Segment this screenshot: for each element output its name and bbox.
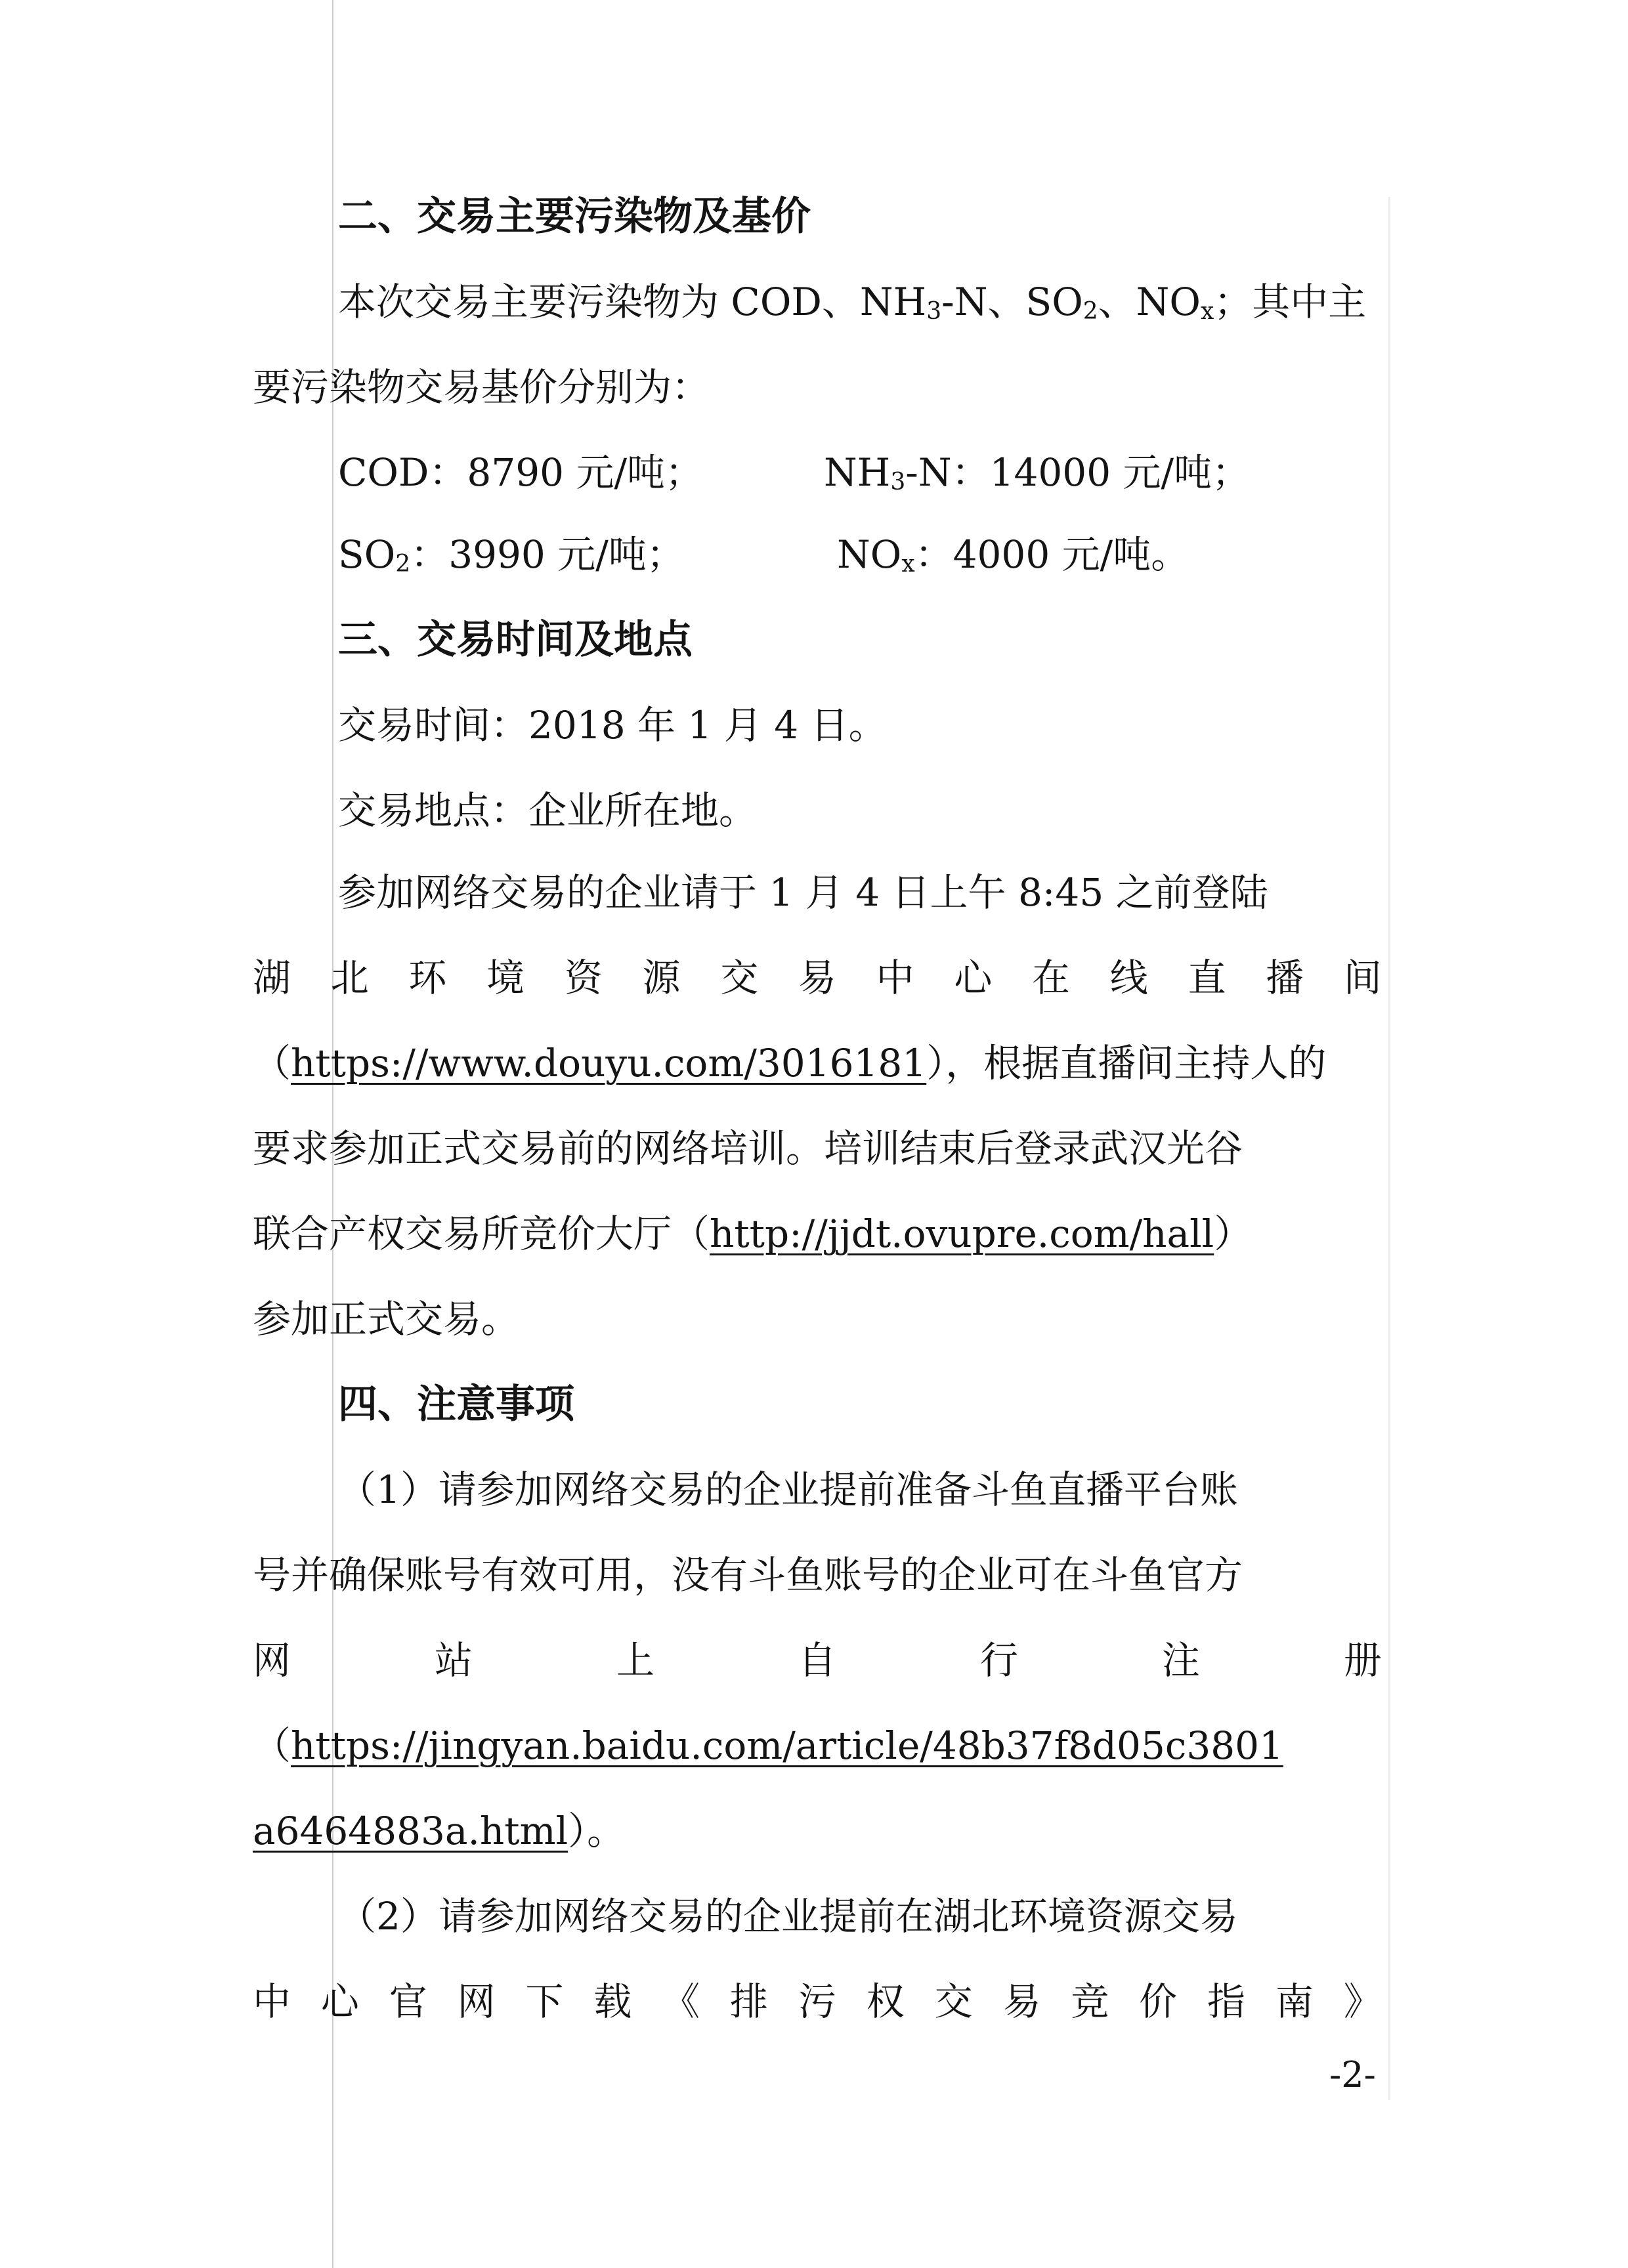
char: 易 bbox=[1002, 1979, 1041, 2024]
char: 间 bbox=[1343, 956, 1382, 1000]
char: 自 bbox=[798, 1638, 836, 1683]
text: ：4000 元/吨。 bbox=[914, 532, 1189, 577]
char: 网 bbox=[457, 1979, 496, 2024]
char: 源 bbox=[642, 956, 681, 1000]
char: 排 bbox=[730, 1979, 769, 2024]
text: ）。 bbox=[568, 1809, 626, 1853]
text: -N、SO bbox=[941, 280, 1083, 324]
char: 南 bbox=[1275, 1979, 1314, 2024]
char: 注 bbox=[1161, 1638, 1200, 1683]
subscript: 2 bbox=[1082, 298, 1098, 325]
char: 官 bbox=[389, 1979, 427, 2024]
char: 中 bbox=[876, 956, 914, 1000]
section3-para-line6: 参加正式交易。 bbox=[253, 1297, 520, 1341]
bidding-hall-link[interactable]: http://jjdt.ovupre.com/hall bbox=[710, 1211, 1214, 1256]
char: 》 bbox=[1343, 1979, 1382, 2024]
char: 心 bbox=[954, 956, 993, 1000]
char: 网 bbox=[253, 1638, 291, 1683]
char: 交 bbox=[720, 956, 759, 1000]
text: （ bbox=[253, 1723, 291, 1768]
section4-heading: 四、注意事项 bbox=[338, 1381, 574, 1427]
section2-para-line1 bbox=[338, 276, 1382, 338]
text: -N：14000 元/吨； bbox=[905, 450, 1251, 495]
char: 资 bbox=[564, 956, 603, 1000]
text: ），根据直播间主持人的 bbox=[926, 1041, 1327, 1085]
so2-price bbox=[338, 528, 732, 591]
text: 联合产权交易所竞价大厅（ bbox=[253, 1211, 710, 1256]
item1-line4 bbox=[253, 1719, 1382, 1772]
subscript: x bbox=[1200, 298, 1214, 325]
section3-para-line1: 参加网络交易的企业请于 1 月 4 日上午 8:45 之前登陆 bbox=[338, 870, 1268, 915]
char: 北 bbox=[330, 956, 369, 1000]
char: 下 bbox=[525, 1979, 564, 2024]
char: 册 bbox=[1343, 1638, 1382, 1683]
char: 竞 bbox=[1071, 1979, 1109, 2024]
subscript: 3 bbox=[890, 469, 906, 495]
section3-para-line5 bbox=[253, 1208, 1382, 1260]
section3-heading: 三、交易时间及地点 bbox=[338, 617, 693, 663]
char: 站 bbox=[434, 1638, 473, 1683]
char: 播 bbox=[1266, 956, 1304, 1000]
douyu-link[interactable]: https://www.douyu.com/3016181 bbox=[291, 1041, 927, 1085]
text: ：3990 元/吨； bbox=[410, 532, 685, 577]
text: （ bbox=[253, 1041, 291, 1085]
baidu-jingyan-link[interactable]: https://jingyan.baidu.com/article/48b37f8d05c3801 bbox=[291, 1723, 1283, 1768]
char: 权 bbox=[866, 1979, 905, 2024]
trade-place: 交易地点：企业所在地。 bbox=[338, 788, 758, 833]
char: 环 bbox=[408, 956, 447, 1000]
char: 上 bbox=[616, 1638, 654, 1683]
scan-shadow-line bbox=[1388, 197, 1390, 2100]
char: 指 bbox=[1207, 1979, 1246, 2024]
text: ；其中主 bbox=[1214, 280, 1367, 324]
item1-line3 bbox=[253, 1634, 1382, 1687]
text: ） bbox=[1214, 1211, 1253, 1256]
section2-para-line2: 要污染物交易基价分别为： bbox=[253, 365, 710, 410]
cod-price: COD：8790 元/吨； bbox=[338, 450, 704, 495]
char: 行 bbox=[979, 1638, 1018, 1683]
subscript: x bbox=[901, 551, 915, 578]
char: 价 bbox=[1139, 1979, 1178, 2024]
section3-para-line3 bbox=[253, 1037, 1382, 1089]
char: 《 bbox=[662, 1979, 700, 2024]
section3-para-line4: 要求参加正式交易前的网络培训。培训结束后登录武汉光谷 bbox=[253, 1126, 1243, 1171]
nox-price bbox=[837, 528, 1382, 591]
char: 污 bbox=[798, 1979, 836, 2024]
baidu-jingyan-link-cont[interactable]: a6464883a.html bbox=[253, 1809, 568, 1853]
char: 中 bbox=[253, 1979, 291, 2024]
section2-heading: 二、交易主要污染物及基价 bbox=[338, 194, 811, 240]
nh3-price bbox=[824, 446, 1382, 509]
char: 湖 bbox=[253, 956, 291, 1000]
item2-line2 bbox=[253, 1975, 1382, 2028]
char: 境 bbox=[486, 956, 525, 1000]
text: 本次交易主要污染物为 COD、NH bbox=[338, 280, 927, 324]
char: 线 bbox=[1109, 956, 1148, 1000]
char: 易 bbox=[798, 956, 836, 1000]
item1-line5 bbox=[253, 1805, 1382, 1857]
char: 载 bbox=[593, 1979, 632, 2024]
text: NO bbox=[837, 532, 902, 577]
trade-time: 交易时间：2018 年 1 月 4 日。 bbox=[338, 703, 887, 747]
char: 直 bbox=[1188, 956, 1226, 1000]
char: 心 bbox=[320, 1979, 359, 2024]
char: 交 bbox=[934, 1979, 973, 2024]
page-number: -2- bbox=[1329, 2054, 1376, 2095]
item2-line1: （2）请参加网络交易的企业提前在湖北环境资源交易 bbox=[338, 1894, 1238, 1939]
text: 、NO bbox=[1098, 280, 1201, 324]
section3-para-line2 bbox=[253, 952, 1382, 1004]
text: NH bbox=[824, 450, 891, 495]
subscript: 3 bbox=[926, 298, 942, 325]
text: SO bbox=[338, 532, 396, 577]
char: 在 bbox=[1032, 956, 1071, 1000]
item1-line1: （1）请参加网络交易的企业提前准备斗鱼直播平台账 bbox=[338, 1467, 1238, 1512]
subscript: 2 bbox=[395, 551, 411, 578]
item1-line2: 号并确保账号有效可用，没有斗鱼账号的企业可在斗鱼官方 bbox=[253, 1553, 1243, 1597]
